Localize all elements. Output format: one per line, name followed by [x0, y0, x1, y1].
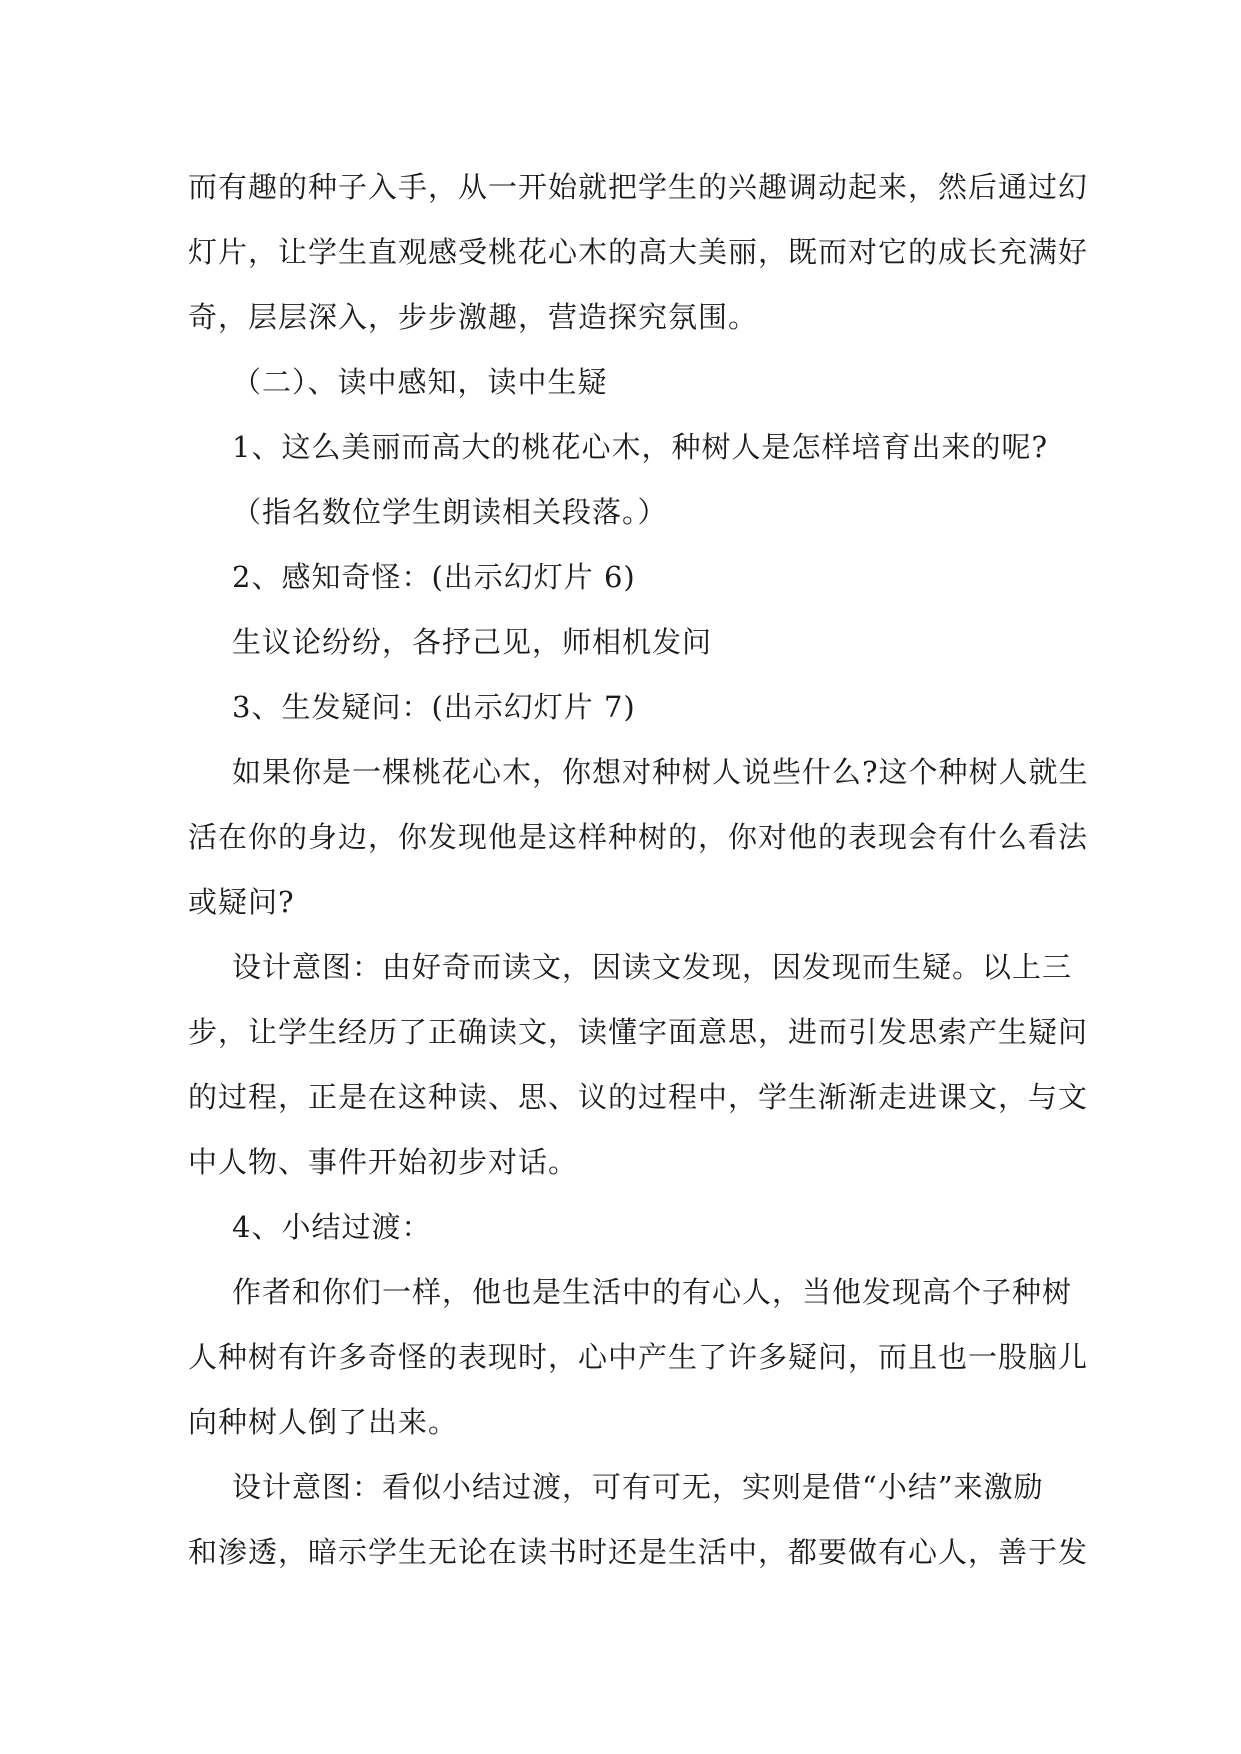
text-line: 1、这么美丽而高大的桃花心木，种树人是怎样培育出来的呢? [232, 430, 1048, 464]
text-line: 或疑问? [188, 885, 295, 919]
text-line: 活在你的身边，你发现他是这样种树的，你对他的表现会有什么看法 [188, 820, 1089, 854]
text-line: 向种树人倒了出来。 [188, 1405, 459, 1439]
text-line: 灯片，让学生直观感受桃花心木的高大美丽，既而对它的成长充满好 [188, 235, 1089, 269]
document-body [188, 155, 1089, 1585]
text-line: 4、小结过渡： [232, 1210, 432, 1244]
text-line: （指名数位学生朗读相关段落。） [232, 495, 668, 529]
text-line: 步，让学生经历了正确读文，读懂字面意思，进而引发思索产生疑问 [188, 1015, 1089, 1049]
text-line: 设计意图：看似小结过渡，可有可无，实则是借“小结”来激励 [232, 1470, 1044, 1504]
text-line: 的过程，正是在这种读、思、议的过程中，学生渐渐走进课文，与文 [188, 1080, 1089, 1114]
text-line: 生议论纷纷，各抒己见，师相机发问 [232, 625, 713, 659]
text-line: 人种树有许多奇怪的表现时，心中产生了许多疑问，而且也一股脑儿 [188, 1340, 1089, 1374]
text-line: （二）、读中感知，读中生疑 [232, 365, 608, 399]
text-line: 如果你是一棵桃花心木，你想对种树人说些什么?这个种树人就生 [232, 755, 1089, 789]
text-line: 2、感知奇怪：(出示幻灯片 6) [232, 560, 636, 594]
text-line: 设计意图：由好奇而读文，因读文发现，因发现而生疑。以上三 [232, 950, 1073, 984]
text-line: 作者和你们一样，他也是生活中的有心人，当他发现高个子种树 [232, 1275, 1073, 1309]
text-line: 奇，层层深入，步步激趣，营造探究氛围。 [188, 300, 759, 334]
text-line: 3、生发疑问：(出示幻灯片 7) [232, 690, 636, 724]
text-line: 而有趣的种子入手，从一开始就把学生的兴趣调动起来，然后通过幻 [188, 170, 1089, 204]
text-line: 和渗透，暗示学生无论在读书时还是生活中，都要做有心人，善于发 [188, 1535, 1089, 1569]
text-line: 中人物、事件开始初步对话。 [188, 1145, 579, 1179]
